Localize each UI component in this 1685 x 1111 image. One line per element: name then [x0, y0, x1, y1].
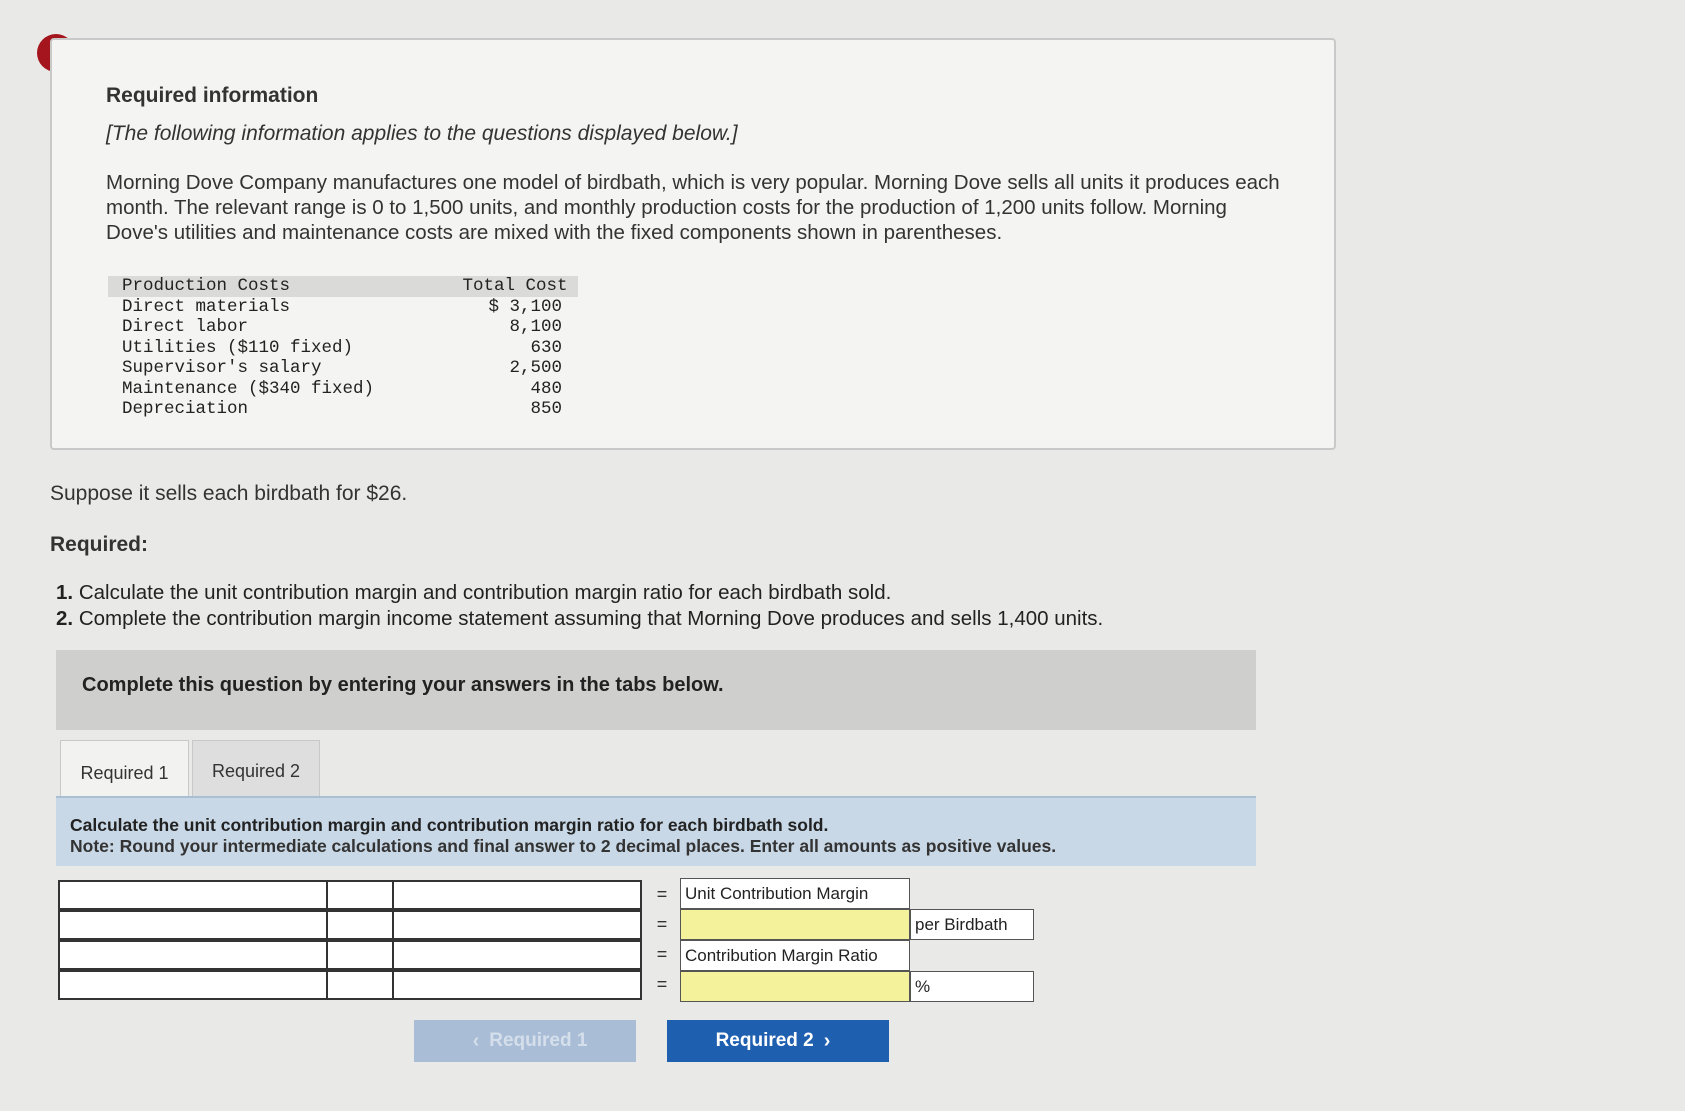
item-number: 1. — [56, 581, 74, 604]
table-row — [108, 379, 578, 400]
denominator-input-3[interactable] — [392, 940, 642, 970]
previous-button-label: Required 1 — [489, 1030, 588, 1051]
row-label: Supervisor's salary — [122, 358, 322, 379]
amount-input-1[interactable] — [326, 880, 394, 910]
banner-text: Complete this question by entering your answers in the tabs below. — [82, 674, 724, 696]
row-label: Direct labor — [122, 317, 249, 338]
row-value: 630 — [530, 337, 562, 358]
col-header-production-costs: Production Costs — [122, 276, 291, 297]
next-button-label: Required 2 — [715, 1030, 814, 1051]
info-title: Required information — [106, 84, 319, 107]
row-value: $ 3,100 — [488, 296, 562, 317]
selling-price-statement: Suppose it sells each birdbath for $26. — [50, 482, 408, 505]
equals-sign: = — [656, 974, 668, 994]
tab-required-1[interactable]: Required 1 — [60, 740, 189, 805]
production-cost-table — [108, 276, 578, 420]
row-label: Depreciation — [122, 399, 249, 420]
numerator-label-input-2[interactable] — [58, 910, 328, 940]
amount-input-4[interactable] — [326, 970, 394, 1000]
item-number: 2. — [56, 607, 74, 630]
denominator-input-4[interactable] — [392, 970, 642, 1000]
table-row — [108, 297, 578, 318]
tab-required-2[interactable]: Required 2 — [192, 740, 320, 801]
table-row — [108, 399, 578, 420]
col-header-total-cost: Total Cost — [462, 276, 568, 297]
required-heading: Required: — [50, 533, 149, 556]
item-text: Calculate the unit contribution margin and contribution margin ratio for each birdbath sold. — [78, 581, 892, 604]
chevron-right-icon: › — [823, 1029, 831, 1052]
table-header — [108, 276, 578, 297]
list-item — [56, 580, 1103, 606]
row-label: Direct materials — [122, 296, 291, 317]
percent-label: % — [910, 971, 1034, 1002]
instruction-text: Calculate the unit contribution margin and contribution margin ratio for each birdbath sold. — [70, 815, 829, 835]
row-value: 2,500 — [509, 358, 562, 379]
question-instructions — [56, 796, 1256, 866]
per-birdbath-label: per Birdbath — [910, 909, 1034, 940]
table-row — [108, 338, 578, 359]
row-label: Maintenance ($340 fixed) — [122, 378, 375, 399]
equals-sign: = — [656, 944, 668, 964]
numerator-label-input-4[interactable] — [58, 970, 328, 1000]
list-item — [56, 606, 1103, 632]
info-paragraph: Morning Dove Company manufactures one model of birdbath, which is very popular. Morning Dove sells all units it produces each month. The relevant range is 0 to 1,500 units, and monthly production costs for the production of 1,200 units follow. Morning Dove's utilities and maintenance costs are mixed with the fixed components shown in parentheses. — [106, 171, 1280, 244]
numerator-label-input-3[interactable] — [58, 940, 328, 970]
info-subtitle: [The following information applies to the questions displayed below.] — [106, 122, 738, 145]
required-information-panel — [50, 38, 1336, 450]
denominator-input-1[interactable] — [392, 880, 642, 910]
row-value: 8,100 — [509, 317, 562, 338]
previous-tab-button[interactable] — [414, 1020, 636, 1062]
amount-input-2[interactable] — [326, 910, 394, 940]
equals-sign: = — [656, 914, 668, 934]
unit-contribution-margin-answer[interactable] — [680, 909, 910, 940]
unit-contribution-margin-label: Unit Contribution Margin — [680, 878, 910, 909]
contribution-margin-ratio-label: Contribution Margin Ratio — [680, 940, 910, 971]
numerator-label-input-1[interactable] — [58, 880, 328, 910]
table-row — [108, 317, 578, 338]
table-row — [108, 358, 578, 379]
contribution-margin-ratio-answer[interactable] — [680, 971, 910, 1002]
instruction-note: Note: Round your intermediate calculations and final answer to 2 decimal places. Enter all amounts as positive values. — [70, 836, 1057, 856]
item-text: Complete the contribution margin income statement assuming that Morning Dove produces and sells 1,400 units. — [78, 607, 1104, 630]
chevron-left-icon: ‹ — [472, 1029, 480, 1052]
instructions-banner — [56, 650, 1256, 730]
row-label: Utilities ($110 fixed) — [122, 337, 354, 358]
amount-input-3[interactable] — [326, 940, 394, 970]
denominator-input-2[interactable] — [392, 910, 642, 940]
row-value: 480 — [530, 378, 562, 399]
requirements-list — [56, 580, 1103, 632]
next-tab-button[interactable] — [667, 1020, 889, 1062]
equals-sign: = — [656, 884, 668, 904]
row-value: 850 — [530, 399, 562, 420]
